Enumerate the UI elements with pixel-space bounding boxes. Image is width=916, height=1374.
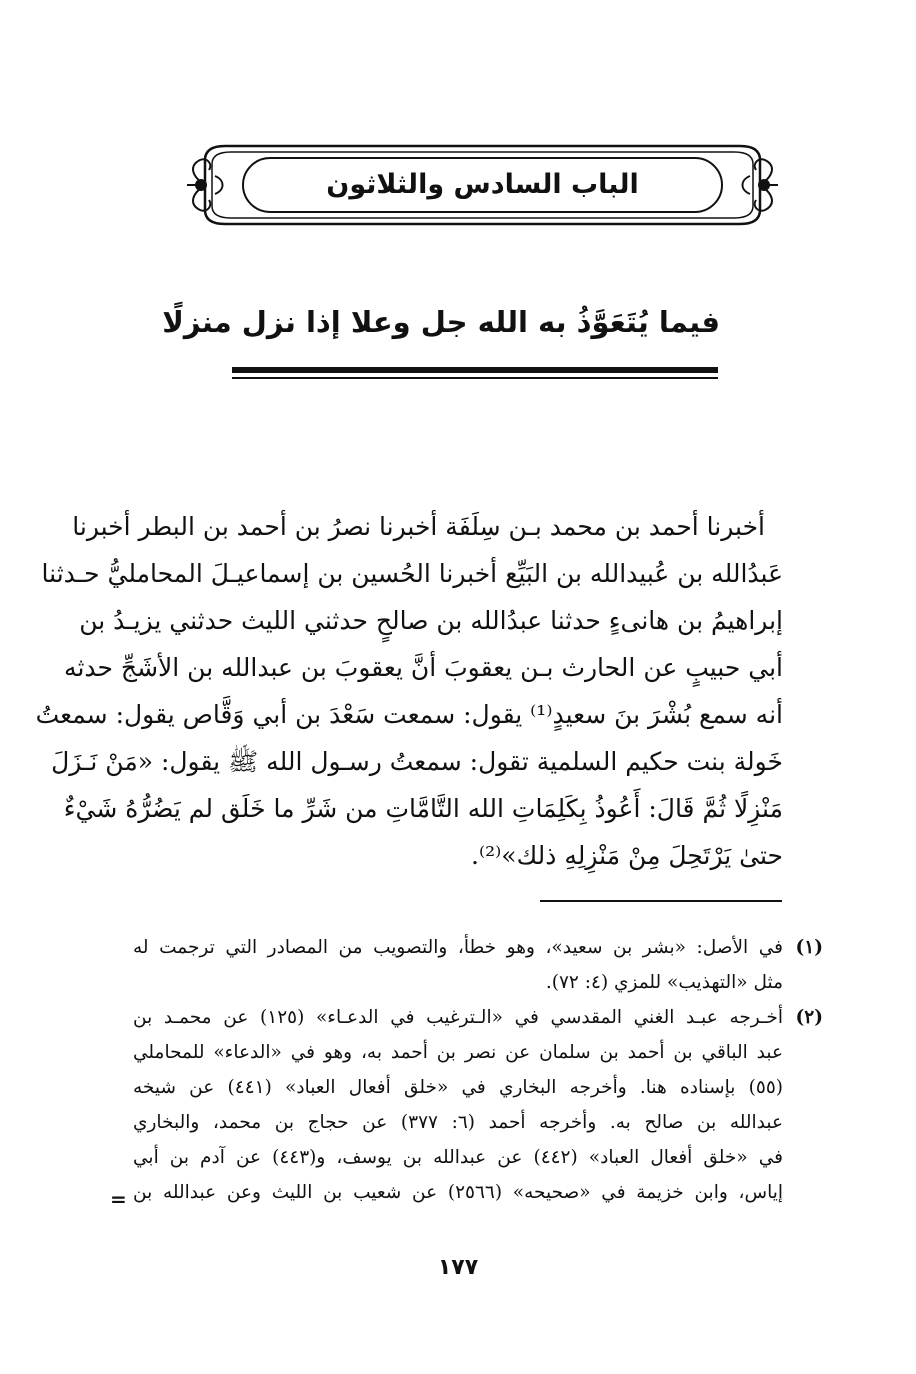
footnote-line: إياس، وابن خزيمة في «صحيحه» (٢٥٦٦) عن شعيب بن الليث وعن عبدالله بن [133,1182,783,1203]
text-line: مَنْزِلًا ثُمَّ قَالَ: أَعُوذُ بِكَلِمَاتِ الله التَّامَّاتِ من شَرِّ ما خَلَق لم يَضُرُّهُ شَيْءٌ [63,794,783,823]
footnote-separator [540,900,782,902]
section-heading: فيما يُتَعَوَّذُ به الله جل وعلا إذا نزل منزلًا [162,305,720,339]
chapter-title: الباب السادس والثلاثون [326,168,639,200]
heading-rule-thin [232,377,718,379]
footnote [133,930,823,1000]
text-line: حتىٰ يَرْتَحِلَ مِنْ مَنْزِلِهِ ذلك»⁽²⁾. [471,841,783,870]
page-number: ١٧٧ [437,1255,479,1280]
text-line: أنه سمع بُشْرَ بنَ سعيدٍ⁽¹⁾ يقول: سمعت سَعْدَ بن أبي وَقَّاص يقول: سمعتُ [35,700,783,729]
footnote-number: (١) [795,937,823,958]
footnote [133,1000,823,1210]
continuation-mark: = [110,1187,127,1211]
chapter-banner [185,140,780,230]
text-line: أبي حبيبٍ عن الحارث بـن يعقوبَ أنَّ يعقوبَ بن عبدالله بن الأشَجِّ حدثه [64,653,783,682]
heading-rule [232,367,718,373]
footnote-line: مثل «التهذيب» للمزي (٤: ٧٢). [545,972,783,993]
footnote-line: عبد الباقي بن أحمد بن سلمان عن نصر بن أحمد به، وهو في «الدعاء» للمحاملي [133,1042,783,1063]
footnote-line: في «خلق أفعال العباد» (٤٤٢) عن عبدالله بن يوسف، و(٤٤٣) عن آدم بن أبي [133,1147,783,1168]
footnote-line: (٥٥) بإسناده هنا. وأخرجه البخاري في «خلق أفعال العباد» (٤٤١) عن شيخه [133,1077,783,1098]
footnotes [133,930,823,1210]
footnote-line: أخـرجه عبـد الغني المقدسي في «الـترغيب في الدعـاء» (١٢٥) عن محمـد بن [133,1007,783,1028]
footnote-number: (٢) [795,1007,823,1028]
text-line: إبراهيمُ بن هانىءٍ حدثنا عبدُالله بن صالحٍ حدثني الليث حدثني يزيـدُ بن [79,606,783,635]
main-text [35,503,783,879]
text-line: عَبدُالله بن عُبيدالله بن البَيِّع أخبرنا الحُسين بن إسماعيـلَ المحامليُّ حـدثنا [41,559,783,588]
text-line: أخبرنا أحمد بن محمد بـن سِلَفَة أخبرنا نصرُ بن أحمد بن البطر أخبرنا [72,512,765,541]
footnote-line: عبدالله بن صالح به. وأخرجه أحمد (٦: ٣٧٧) عن حجاج بن محمد، والبخاري [133,1112,783,1133]
footnote-line: في الأصل: «بشر بن سعيد»، وهو خطأ، والتصويب من المصادر التي ترجمت له [133,937,783,958]
text-line: خَولة بنت حكيم السلمية تقول: سمعتُ رسـول الله ﷺ يقول: «مَنْ نَـزَلَ [51,747,783,776]
